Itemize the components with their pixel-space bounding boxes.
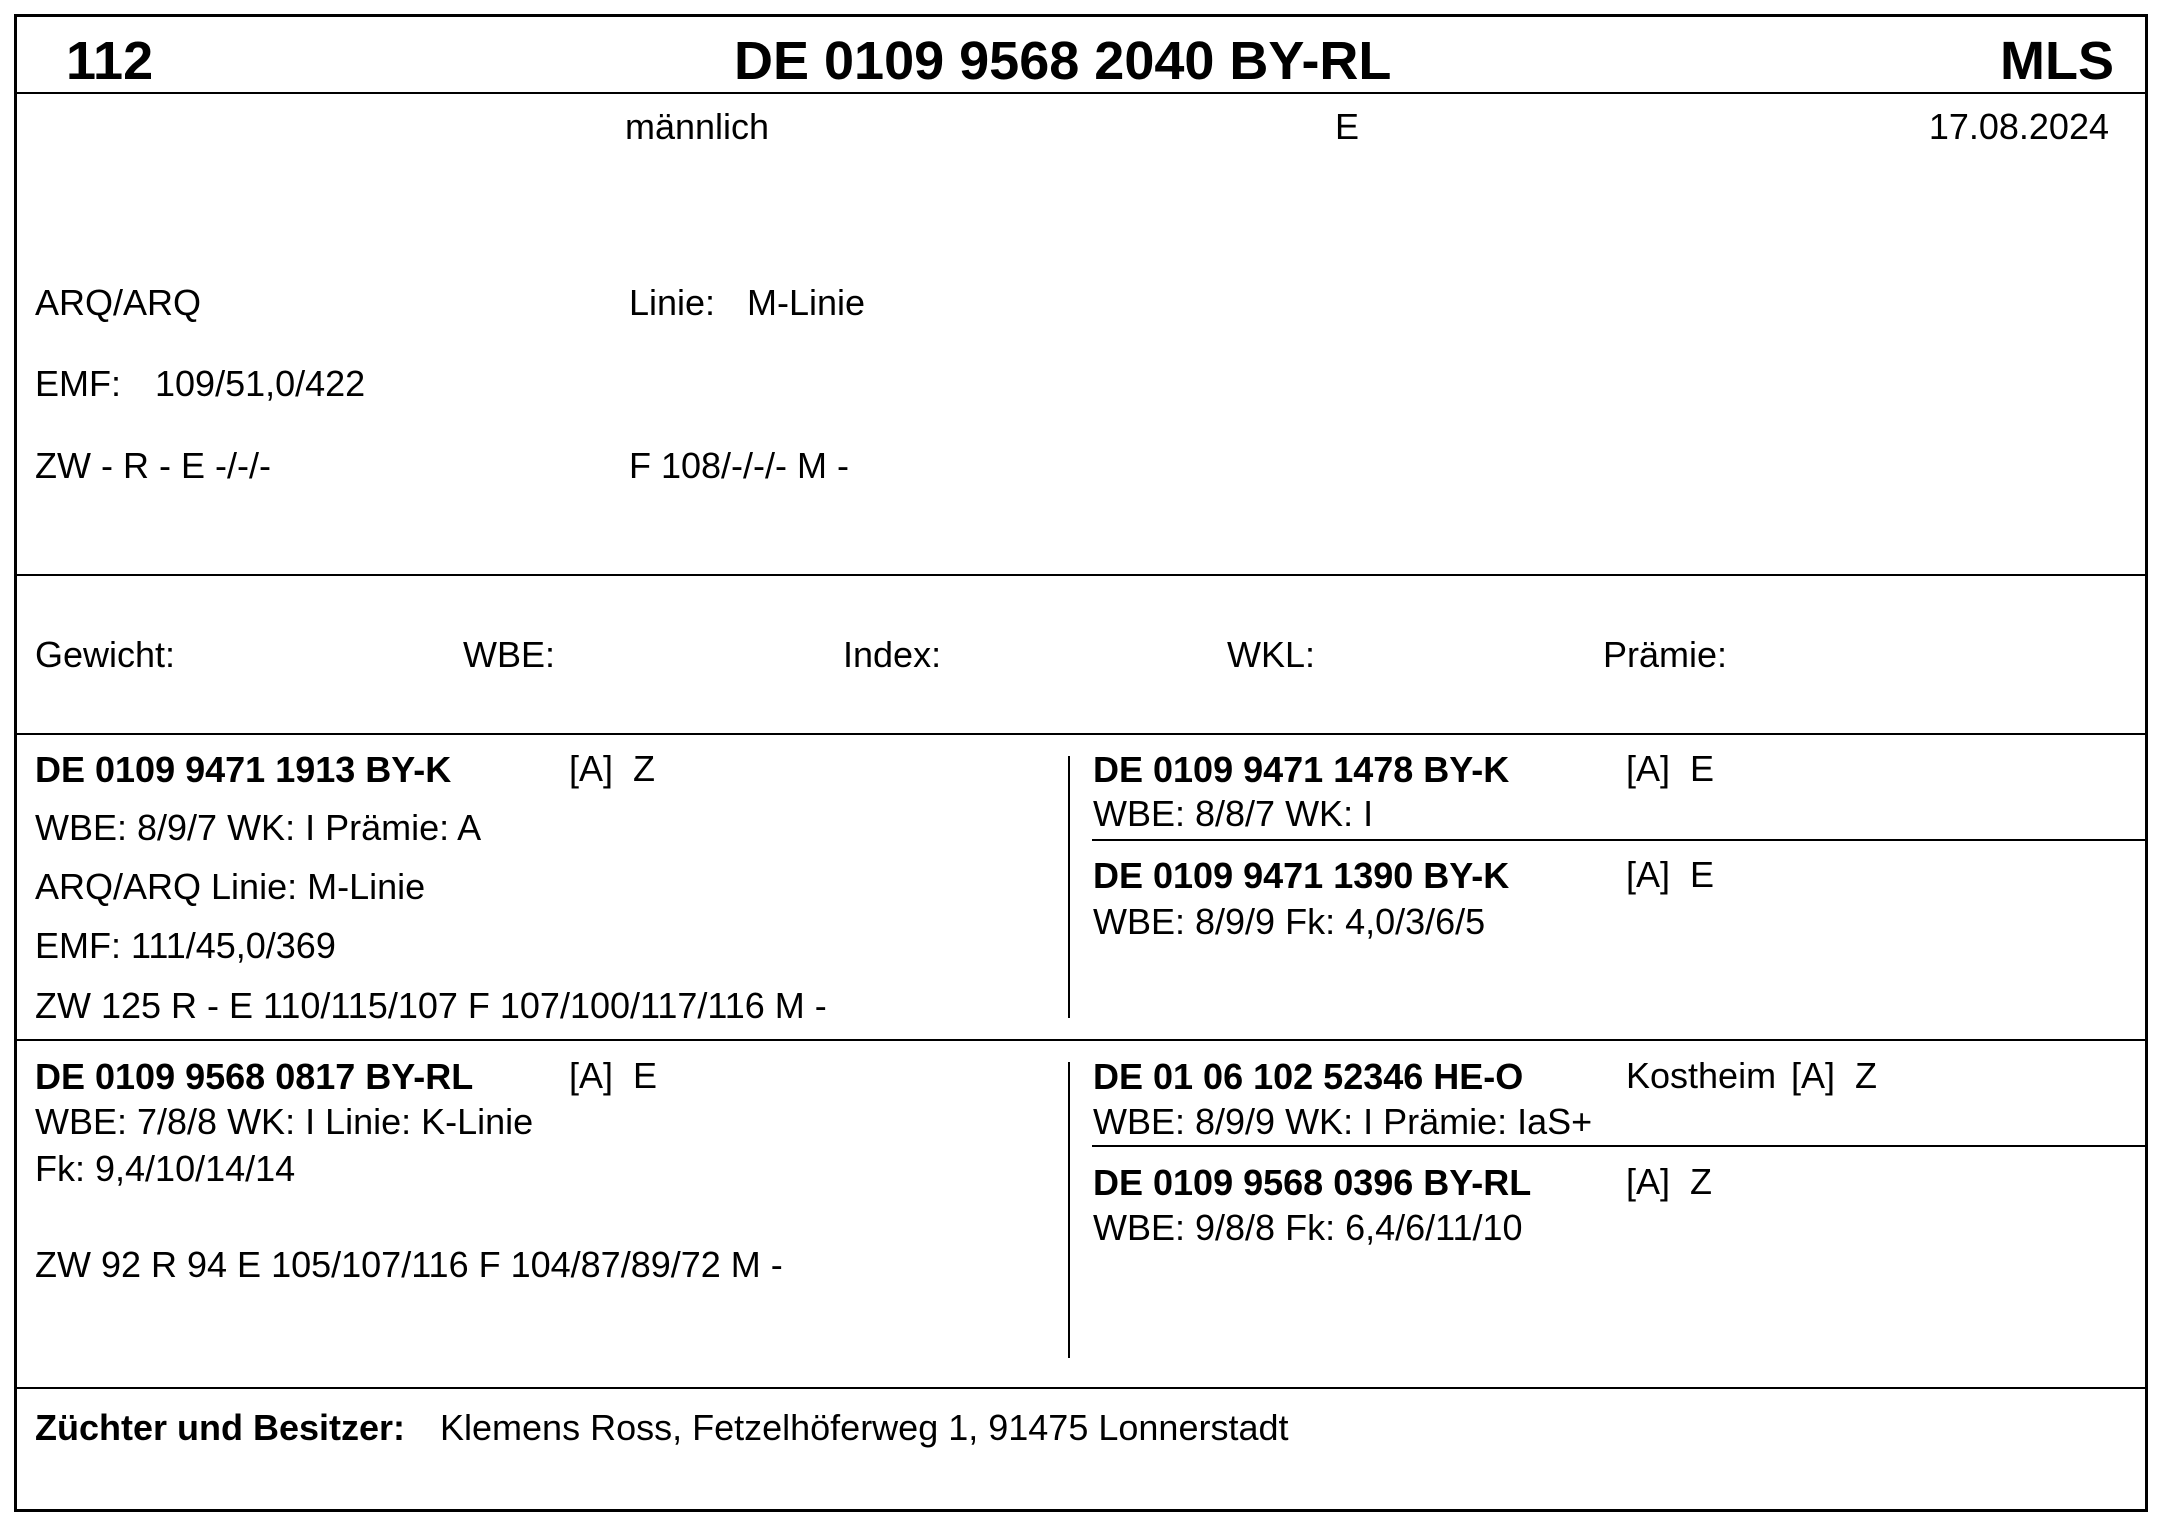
sire-sire-code: E (1690, 748, 1715, 789)
sire-line: EMF: 111/45,0/369 (35, 925, 336, 966)
divider (14, 1387, 2148, 1389)
dam-dam-tag: [A] (1626, 1161, 1671, 1202)
zw-text: ZW - R - E -/-/- (35, 445, 271, 486)
divider (1092, 839, 2148, 841)
wkl-label: WKL: (1227, 634, 1316, 675)
line-label: Linie: (629, 282, 716, 323)
divider (14, 733, 2148, 735)
dam-sire-code: Z (1855, 1055, 1877, 1096)
sire-line: ARQ/ARQ Linie: M-Linie (35, 866, 426, 907)
date: 17.08.2024 (1928, 106, 2109, 147)
sire-line: WBE: 8/9/7 WK: I Prämie: A (35, 807, 482, 848)
weight-label: Gewicht: (35, 634, 176, 675)
dam-dam-id: DE 0109 9568 0396 BY-RL (1093, 1162, 1532, 1203)
sire-id: DE 0109 9471 1913 BY-K (35, 749, 452, 790)
index-label: Index: (843, 634, 942, 675)
sire-sire-line: WBE: 8/8/7 WK: I (1093, 793, 1374, 834)
sire-dam-line: WBE: 8/9/9 Fk: 4,0/3/6/5 (1093, 901, 1486, 942)
dam-tag: [A] (569, 1055, 614, 1096)
breed-code: MLS (2000, 31, 2114, 91)
dam-line: WBE: 7/8/8 WK: I Linie: K-Linie (35, 1101, 534, 1142)
sire-dam-tag: [A] (1626, 854, 1671, 895)
dam-sire-place: Kostheim (1626, 1055, 1777, 1096)
divider (14, 1039, 2148, 1041)
divider (14, 574, 2148, 576)
dam-line: ZW 92 R 94 E 105/107/116 F 104/87/89/72 M - (35, 1244, 783, 1285)
sire-dam-id: DE 0109 9471 1390 BY-K (1093, 855, 1510, 896)
emf-value: 109/51,0/422 (155, 363, 366, 404)
sire-code: Z (633, 748, 655, 789)
dam-sire-tag: [A] (1791, 1055, 1836, 1096)
sire-dam-code: E (1690, 854, 1715, 895)
divider (1092, 1145, 2148, 1147)
sire-sire-id: DE 0109 9471 1478 BY-K (1093, 749, 1510, 790)
divider (1068, 1062, 1070, 1358)
f-text: F 108/-/-/- M - (629, 445, 850, 486)
genotype: ARQ/ARQ (35, 282, 202, 323)
divider (1068, 756, 1070, 1018)
dam-dam-line: WBE: 9/8/8 Fk: 6,4/6/11/10 (1093, 1207, 1523, 1248)
ring-id: DE 0109 9568 2040 BY-RL (734, 31, 1392, 91)
emf-label: EMF: (35, 363, 121, 404)
sex: männlich (625, 106, 770, 147)
dam-sire-id: DE 01 06 102 52346 HE-O (1093, 1056, 1524, 1097)
sire-line: ZW 125 R - E 110/115/107 F 107/100/117/116 M - (35, 985, 827, 1026)
dam-id: DE 0109 9568 0817 BY-RL (35, 1056, 474, 1097)
divider (14, 92, 2148, 94)
breeder-label: Züchter und Besitzer: (35, 1407, 406, 1448)
dam-sire-line: WBE: 8/9/9 WK: I Prämie: IaS+ (1093, 1101, 1593, 1142)
sire-sire-tag: [A] (1626, 748, 1671, 789)
wbe-label: WBE: (463, 634, 556, 675)
sire-tag: [A] (569, 748, 614, 789)
praemie-label: Prämie: (1603, 634, 1728, 675)
breeder-value: Klemens Ross, Fetzelhöferweg 1, 91475 Lonnerstadt (440, 1407, 1289, 1448)
dam-dam-code: Z (1690, 1161, 1712, 1202)
dam-code: E (633, 1055, 658, 1096)
catalog-number: 112 (66, 31, 154, 91)
type-code: E (1335, 106, 1360, 147)
dam-line: Fk: 9,4/10/14/14 (35, 1148, 296, 1189)
line-value: M-Linie (747, 282, 866, 323)
